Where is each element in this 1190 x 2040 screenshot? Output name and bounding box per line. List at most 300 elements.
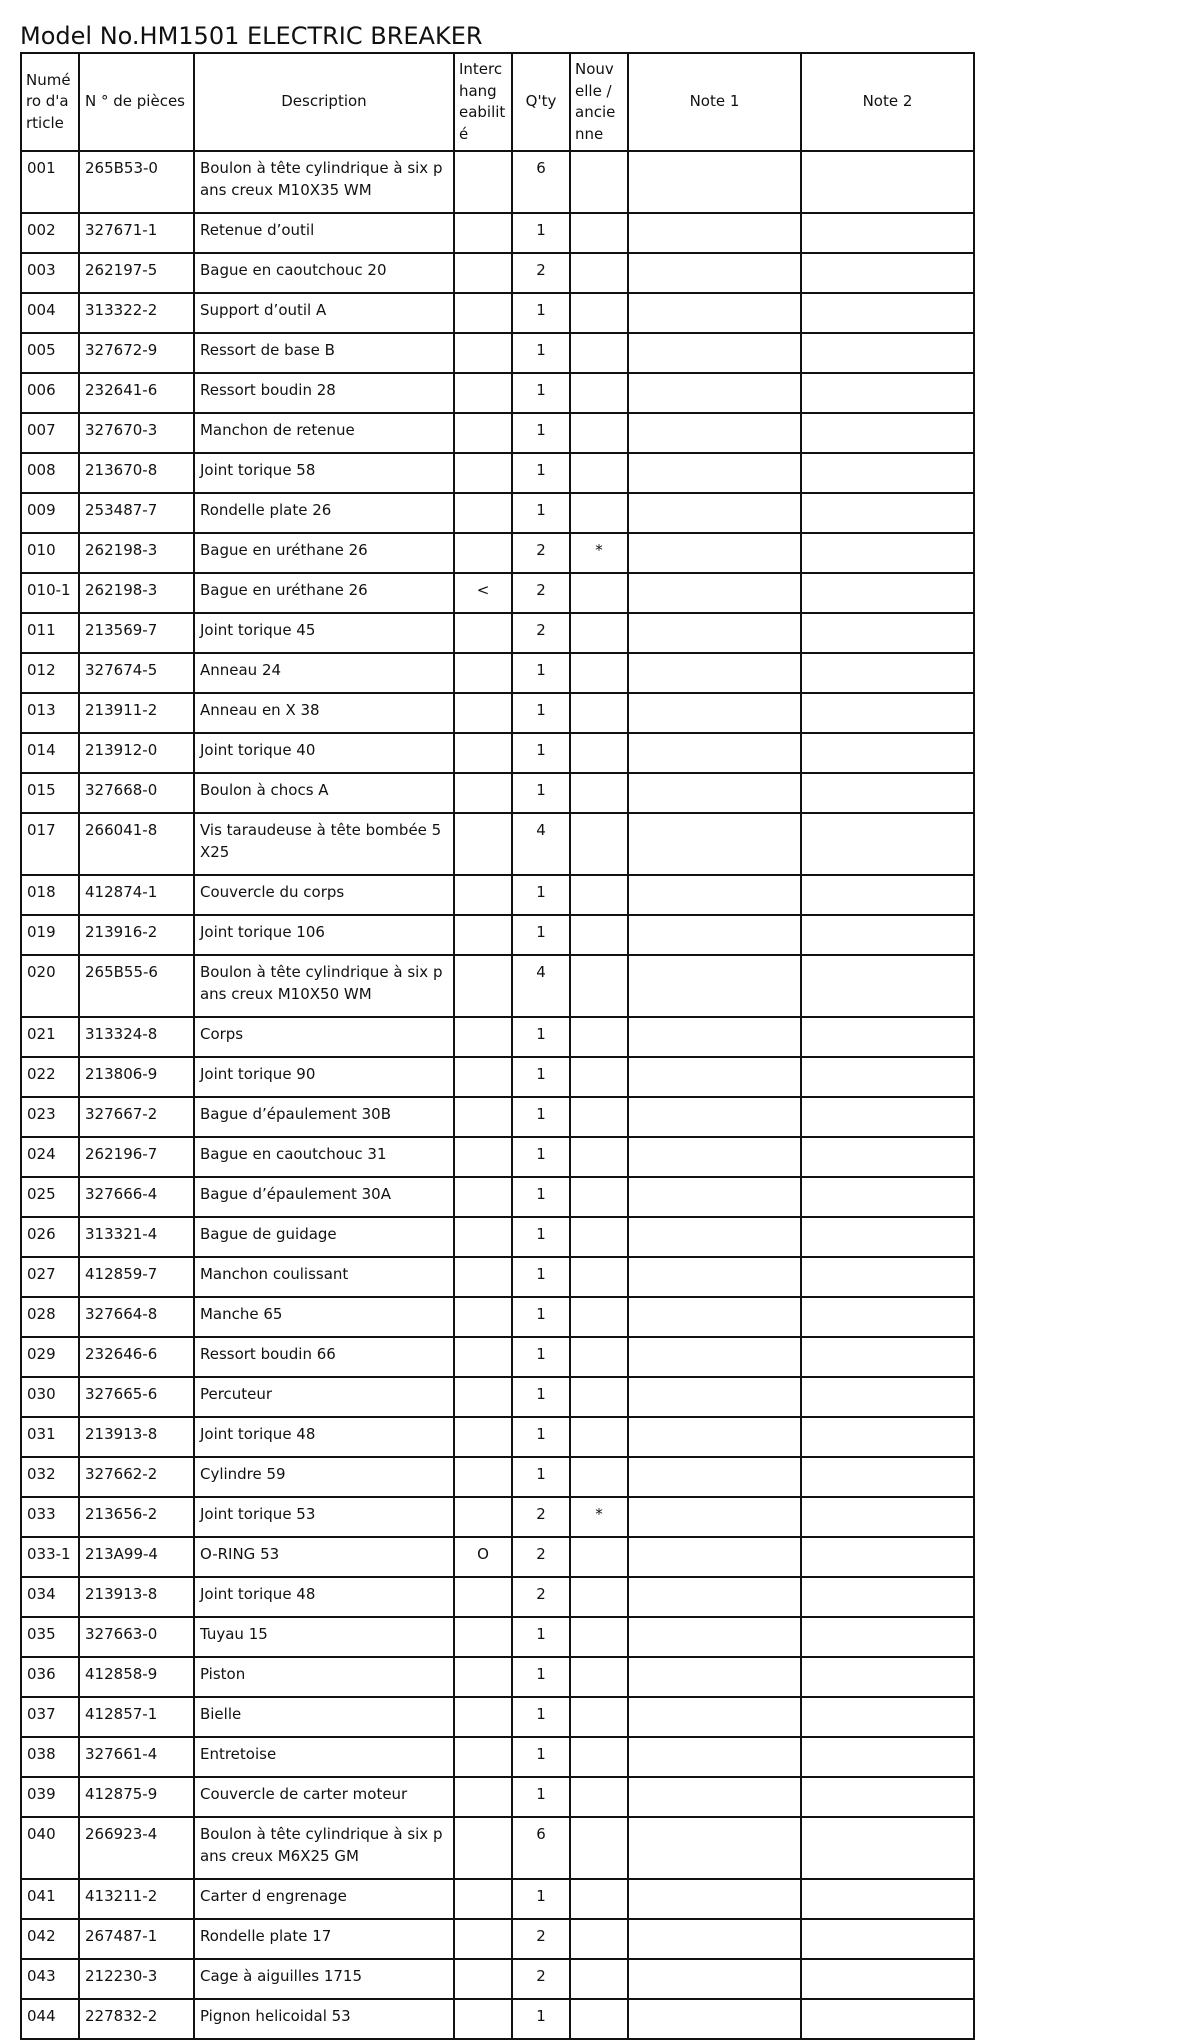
header-new-old: Nouv elle / ancie nne bbox=[570, 53, 628, 151]
cell-note-1 bbox=[628, 1919, 801, 1959]
cell-description: Manchon de retenue bbox=[194, 413, 454, 453]
cell-qty: 1 bbox=[512, 453, 570, 493]
cell-new-old bbox=[570, 733, 628, 773]
cell-description: Boulon à tête cylindrique à six pans creux M10X35 WM bbox=[194, 151, 454, 213]
cell-new-old bbox=[570, 773, 628, 813]
table-row bbox=[21, 1959, 974, 1999]
cell-description: Bague de guidage bbox=[194, 1217, 454, 1257]
cell-note-1 bbox=[628, 1537, 801, 1577]
cell-note-1 bbox=[628, 1577, 801, 1617]
cell-note-2 bbox=[801, 533, 974, 573]
cell-description: Anneau en X 38 bbox=[194, 693, 454, 733]
cell-part-no: 213913-8 bbox=[79, 1577, 194, 1617]
cell-description: Manche 65 bbox=[194, 1297, 454, 1337]
table-row bbox=[21, 1257, 974, 1297]
cell-qty: 1 bbox=[512, 1417, 570, 1457]
cell-description: Joint torique 53 bbox=[194, 1497, 454, 1537]
cell-new-old bbox=[570, 1817, 628, 1879]
cell-new-old bbox=[570, 1959, 628, 1999]
table-row bbox=[21, 1657, 974, 1697]
cell-part-no: 213912-0 bbox=[79, 733, 194, 773]
cell-note-2 bbox=[801, 1257, 974, 1297]
cell-note-1 bbox=[628, 1959, 801, 1999]
cell-part-no: 267487-1 bbox=[79, 1919, 194, 1959]
cell-description: Anneau 24 bbox=[194, 653, 454, 693]
cell-item-no: 029 bbox=[21, 1337, 79, 1377]
cell-part-no: 327665-6 bbox=[79, 1377, 194, 1417]
cell-note-2 bbox=[801, 773, 974, 813]
cell-qty: 1 bbox=[512, 1697, 570, 1737]
cell-qty: 1 bbox=[512, 373, 570, 413]
cell-note-1 bbox=[628, 253, 801, 293]
cell-new-old bbox=[570, 1297, 628, 1337]
cell-interchangeability bbox=[454, 1137, 512, 1177]
cell-note-1 bbox=[628, 1879, 801, 1919]
cell-note-2 bbox=[801, 1097, 974, 1137]
table-row bbox=[21, 1377, 974, 1417]
parts-table-body bbox=[21, 151, 974, 2039]
cell-interchangeability bbox=[454, 1337, 512, 1377]
cell-note-1 bbox=[628, 151, 801, 213]
cell-qty: 2 bbox=[512, 1919, 570, 1959]
parts-table bbox=[20, 52, 975, 2040]
cell-description: Ressort de base B bbox=[194, 333, 454, 373]
cell-new-old bbox=[570, 915, 628, 955]
cell-new-old bbox=[570, 1457, 628, 1497]
cell-part-no: 262196-7 bbox=[79, 1137, 194, 1177]
cell-new-old bbox=[570, 573, 628, 613]
cell-description: Rondelle plate 17 bbox=[194, 1919, 454, 1959]
cell-interchangeability bbox=[454, 1697, 512, 1737]
cell-note-2 bbox=[801, 733, 974, 773]
cell-item-no: 010-1 bbox=[21, 573, 79, 613]
cell-note-2 bbox=[801, 1999, 974, 2039]
cell-qty: 6 bbox=[512, 1817, 570, 1879]
table-row bbox=[21, 533, 974, 573]
cell-item-no: 041 bbox=[21, 1879, 79, 1919]
cell-interchangeability bbox=[454, 613, 512, 653]
table-row bbox=[21, 1057, 974, 1097]
cell-item-no: 017 bbox=[21, 813, 79, 875]
table-row bbox=[21, 1617, 974, 1657]
cell-new-old bbox=[570, 151, 628, 213]
table-row bbox=[21, 693, 974, 733]
cell-item-no: 013 bbox=[21, 693, 79, 733]
cell-note-2 bbox=[801, 1297, 974, 1337]
cell-description: Bague en uréthane 26 bbox=[194, 573, 454, 613]
cell-item-no: 021 bbox=[21, 1017, 79, 1057]
cell-qty: 1 bbox=[512, 1777, 570, 1817]
cell-part-no: 253487-7 bbox=[79, 493, 194, 533]
cell-description: Bague en caoutchouc 31 bbox=[194, 1137, 454, 1177]
cell-note-2 bbox=[801, 1497, 974, 1537]
cell-note-2 bbox=[801, 1919, 974, 1959]
cell-item-no: 014 bbox=[21, 733, 79, 773]
cell-qty: 1 bbox=[512, 1737, 570, 1777]
cell-note-2 bbox=[801, 813, 974, 875]
cell-note-2 bbox=[801, 151, 974, 213]
cell-new-old bbox=[570, 333, 628, 373]
cell-note-1 bbox=[628, 1657, 801, 1697]
cell-item-no: 001 bbox=[21, 151, 79, 213]
cell-new-old bbox=[570, 413, 628, 453]
table-row bbox=[21, 373, 974, 413]
cell-qty: 4 bbox=[512, 955, 570, 1017]
cell-new-old bbox=[570, 1217, 628, 1257]
cell-interchangeability bbox=[454, 213, 512, 253]
cell-note-2 bbox=[801, 693, 974, 733]
cell-note-2 bbox=[801, 213, 974, 253]
cell-note-1 bbox=[628, 1097, 801, 1137]
cell-note-2 bbox=[801, 453, 974, 493]
cell-interchangeability bbox=[454, 1257, 512, 1297]
cell-interchangeability bbox=[454, 1377, 512, 1417]
cell-item-no: 010 bbox=[21, 533, 79, 573]
cell-interchangeability bbox=[454, 955, 512, 1017]
cell-part-no: 232646-6 bbox=[79, 1337, 194, 1377]
cell-interchangeability bbox=[454, 1777, 512, 1817]
cell-qty: 1 bbox=[512, 1217, 570, 1257]
cell-note-1 bbox=[628, 1617, 801, 1657]
cell-note-1 bbox=[628, 1457, 801, 1497]
cell-note-1 bbox=[628, 1777, 801, 1817]
cell-note-1 bbox=[628, 1417, 801, 1457]
cell-part-no: 266041-8 bbox=[79, 813, 194, 875]
cell-part-no: 327668-0 bbox=[79, 773, 194, 813]
cell-item-no: 024 bbox=[21, 1137, 79, 1177]
cell-part-no: 227832-2 bbox=[79, 1999, 194, 2039]
cell-item-no: 003 bbox=[21, 253, 79, 293]
cell-qty: 1 bbox=[512, 1177, 570, 1217]
cell-note-1 bbox=[628, 1017, 801, 1057]
cell-note-1 bbox=[628, 1217, 801, 1257]
cell-interchangeability bbox=[454, 813, 512, 875]
cell-interchangeability bbox=[454, 1879, 512, 1919]
cell-new-old bbox=[570, 1537, 628, 1577]
cell-item-no: 030 bbox=[21, 1377, 79, 1417]
cell-note-2 bbox=[801, 573, 974, 613]
cell-description: Carter d engrenage bbox=[194, 1879, 454, 1919]
cell-part-no: 266923-4 bbox=[79, 1817, 194, 1879]
cell-description: Entretoise bbox=[194, 1737, 454, 1777]
cell-description: Rondelle plate 26 bbox=[194, 493, 454, 533]
table-row bbox=[21, 151, 974, 213]
cell-new-old bbox=[570, 453, 628, 493]
cell-note-2 bbox=[801, 293, 974, 333]
cell-note-2 bbox=[801, 1417, 974, 1457]
table-row bbox=[21, 1337, 974, 1377]
cell-part-no: 213916-2 bbox=[79, 915, 194, 955]
cell-qty: 1 bbox=[512, 1057, 570, 1097]
cell-description: Bielle bbox=[194, 1697, 454, 1737]
cell-new-old bbox=[570, 1097, 628, 1137]
cell-note-2 bbox=[801, 1777, 974, 1817]
cell-description: Support d’outil A bbox=[194, 293, 454, 333]
cell-note-2 bbox=[801, 253, 974, 293]
cell-part-no: 327674-5 bbox=[79, 653, 194, 693]
cell-interchangeability bbox=[454, 875, 512, 915]
cell-qty: 1 bbox=[512, 773, 570, 813]
cell-item-no: 019 bbox=[21, 915, 79, 955]
cell-interchangeability bbox=[454, 293, 512, 333]
table-row bbox=[21, 1817, 974, 1879]
cell-item-no: 002 bbox=[21, 213, 79, 253]
cell-qty: 1 bbox=[512, 1617, 570, 1657]
cell-note-2 bbox=[801, 1377, 974, 1417]
cell-note-1 bbox=[628, 1497, 801, 1537]
cell-part-no: 265B53-0 bbox=[79, 151, 194, 213]
cell-interchangeability bbox=[454, 1017, 512, 1057]
cell-note-1 bbox=[628, 813, 801, 875]
cell-note-1 bbox=[628, 1337, 801, 1377]
cell-part-no: 412874-1 bbox=[79, 875, 194, 915]
cell-part-no: 327664-8 bbox=[79, 1297, 194, 1337]
cell-part-no: 327661-4 bbox=[79, 1737, 194, 1777]
cell-interchangeability bbox=[454, 1297, 512, 1337]
cell-item-no: 011 bbox=[21, 613, 79, 653]
cell-interchangeability bbox=[454, 1497, 512, 1537]
cell-interchangeability bbox=[454, 1457, 512, 1497]
cell-qty: 1 bbox=[512, 413, 570, 453]
cell-qty: 1 bbox=[512, 653, 570, 693]
cell-description: O-RING 53 bbox=[194, 1537, 454, 1577]
cell-note-2 bbox=[801, 1959, 974, 1999]
cell-description: Joint torique 58 bbox=[194, 453, 454, 493]
cell-description: Joint torique 106 bbox=[194, 915, 454, 955]
cell-part-no: 412859-7 bbox=[79, 1257, 194, 1297]
cell-part-no: 213913-8 bbox=[79, 1417, 194, 1457]
cell-new-old bbox=[570, 1697, 628, 1737]
cell-description: Pignon helicoidal 53 bbox=[194, 1999, 454, 2039]
cell-interchangeability bbox=[454, 1959, 512, 1999]
table-row bbox=[21, 573, 974, 613]
cell-item-no: 035 bbox=[21, 1617, 79, 1657]
cell-qty: 1 bbox=[512, 733, 570, 773]
cell-note-2 bbox=[801, 1337, 974, 1377]
cell-qty: 1 bbox=[512, 493, 570, 533]
cell-new-old bbox=[570, 1737, 628, 1777]
cell-qty: 2 bbox=[512, 1537, 570, 1577]
cell-qty: 1 bbox=[512, 1097, 570, 1137]
cell-new-old bbox=[570, 1577, 628, 1617]
table-row bbox=[21, 1919, 974, 1959]
cell-description: Joint torique 48 bbox=[194, 1577, 454, 1617]
cell-description: Retenue d’outil bbox=[194, 213, 454, 253]
cell-item-no: 005 bbox=[21, 333, 79, 373]
cell-note-1 bbox=[628, 733, 801, 773]
header-note-2: Note 2 bbox=[801, 53, 974, 151]
cell-note-1 bbox=[628, 573, 801, 613]
cell-part-no: 213569-7 bbox=[79, 613, 194, 653]
cell-item-no: 028 bbox=[21, 1297, 79, 1337]
cell-interchangeability: < bbox=[454, 573, 512, 613]
cell-item-no: 018 bbox=[21, 875, 79, 915]
cell-description: Boulon à tête cylindrique à six pans creux M10X50 WM bbox=[194, 955, 454, 1017]
table-row bbox=[21, 733, 974, 773]
cell-part-no: 213656-2 bbox=[79, 1497, 194, 1537]
cell-part-no: 262197-5 bbox=[79, 253, 194, 293]
cell-interchangeability bbox=[454, 1057, 512, 1097]
cell-new-old bbox=[570, 955, 628, 1017]
cell-part-no: 412875-9 bbox=[79, 1777, 194, 1817]
cell-note-2 bbox=[801, 333, 974, 373]
cell-note-1 bbox=[628, 1377, 801, 1417]
cell-note-2 bbox=[801, 493, 974, 533]
table-row bbox=[21, 413, 974, 453]
cell-qty: 1 bbox=[512, 1337, 570, 1377]
cell-note-2 bbox=[801, 875, 974, 915]
cell-interchangeability bbox=[454, 373, 512, 413]
cell-interchangeability bbox=[454, 1417, 512, 1457]
cell-description: Bague en uréthane 26 bbox=[194, 533, 454, 573]
cell-qty: 1 bbox=[512, 693, 570, 733]
cell-description: Percuteur bbox=[194, 1377, 454, 1417]
cell-description: Vis taraudeuse à tête bombée 5X25 bbox=[194, 813, 454, 875]
cell-part-no: 412858-9 bbox=[79, 1657, 194, 1697]
cell-note-1 bbox=[628, 453, 801, 493]
table-row bbox=[21, 1879, 974, 1919]
cell-item-no: 038 bbox=[21, 1737, 79, 1777]
cell-note-1 bbox=[628, 875, 801, 915]
cell-new-old bbox=[570, 1057, 628, 1097]
cell-new-old bbox=[570, 613, 628, 653]
cell-interchangeability bbox=[454, 653, 512, 693]
cell-note-1 bbox=[628, 1177, 801, 1217]
cell-interchangeability bbox=[454, 1097, 512, 1137]
header-part-no: N ° de pièces bbox=[79, 53, 194, 151]
cell-part-no: 413211-2 bbox=[79, 1879, 194, 1919]
table-row bbox=[21, 1017, 974, 1057]
cell-item-no: 027 bbox=[21, 1257, 79, 1297]
cell-part-no: 232641-6 bbox=[79, 373, 194, 413]
table-row bbox=[21, 1577, 974, 1617]
header-item-no: Numé ro d'a rticle bbox=[21, 53, 79, 151]
cell-qty: 2 bbox=[512, 613, 570, 653]
cell-qty: 2 bbox=[512, 573, 570, 613]
cell-description: Ressort boudin 66 bbox=[194, 1337, 454, 1377]
cell-part-no: 213A99-4 bbox=[79, 1537, 194, 1577]
cell-note-1 bbox=[628, 955, 801, 1017]
cell-note-2 bbox=[801, 1177, 974, 1217]
table-row bbox=[21, 493, 974, 533]
cell-description: Corps bbox=[194, 1017, 454, 1057]
cell-interchangeability bbox=[454, 1737, 512, 1777]
table-row bbox=[21, 1537, 974, 1577]
cell-item-no: 015 bbox=[21, 773, 79, 813]
cell-note-1 bbox=[628, 1999, 801, 2039]
header-qty: Q'ty bbox=[512, 53, 570, 151]
table-row bbox=[21, 453, 974, 493]
cell-description: Joint torique 45 bbox=[194, 613, 454, 653]
cell-note-2 bbox=[801, 955, 974, 1017]
cell-note-1 bbox=[628, 1817, 801, 1879]
cell-item-no: 039 bbox=[21, 1777, 79, 1817]
cell-qty: 1 bbox=[512, 1297, 570, 1337]
cell-item-no: 044 bbox=[21, 1999, 79, 2039]
cell-note-1 bbox=[628, 373, 801, 413]
cell-note-1 bbox=[628, 1257, 801, 1297]
table-row bbox=[21, 213, 974, 253]
document-title: Model No.HM1501 ELECTRIC BREAKER bbox=[20, 22, 483, 50]
cell-part-no: 412857-1 bbox=[79, 1697, 194, 1737]
cell-part-no: 327666-4 bbox=[79, 1177, 194, 1217]
cell-description: Ressort boudin 28 bbox=[194, 373, 454, 413]
cell-item-no: 032 bbox=[21, 1457, 79, 1497]
cell-new-old bbox=[570, 1017, 628, 1057]
cell-note-2 bbox=[801, 1697, 974, 1737]
cell-part-no: 327662-2 bbox=[79, 1457, 194, 1497]
table-row bbox=[21, 773, 974, 813]
cell-qty: 2 bbox=[512, 1959, 570, 1999]
cell-new-old bbox=[570, 1657, 628, 1697]
cell-item-no: 043 bbox=[21, 1959, 79, 1999]
cell-description: Tuyau 15 bbox=[194, 1617, 454, 1657]
cell-item-no: 004 bbox=[21, 293, 79, 333]
cell-item-no: 009 bbox=[21, 493, 79, 533]
cell-item-no: 006 bbox=[21, 373, 79, 413]
cell-note-2 bbox=[801, 1879, 974, 1919]
table-row bbox=[21, 1777, 974, 1817]
cell-note-1 bbox=[628, 1697, 801, 1737]
cell-description: Bague en caoutchouc 20 bbox=[194, 253, 454, 293]
cell-note-2 bbox=[801, 1057, 974, 1097]
cell-interchangeability bbox=[454, 1919, 512, 1959]
cell-interchangeability bbox=[454, 493, 512, 533]
cell-item-no: 033-1 bbox=[21, 1537, 79, 1577]
cell-part-no: 313324-8 bbox=[79, 1017, 194, 1057]
cell-interchangeability bbox=[454, 1617, 512, 1657]
cell-part-no: 213670-8 bbox=[79, 453, 194, 493]
cell-part-no: 212230-3 bbox=[79, 1959, 194, 1999]
cell-interchangeability bbox=[454, 413, 512, 453]
table-row bbox=[21, 955, 974, 1017]
cell-note-1 bbox=[628, 693, 801, 733]
cell-interchangeability bbox=[454, 733, 512, 773]
cell-new-old bbox=[570, 293, 628, 333]
cell-qty: 2 bbox=[512, 533, 570, 573]
cell-note-1 bbox=[628, 413, 801, 453]
cell-new-old bbox=[570, 1177, 628, 1217]
cell-description: Couvercle de carter moteur bbox=[194, 1777, 454, 1817]
table-row bbox=[21, 293, 974, 333]
cell-new-old bbox=[570, 1377, 628, 1417]
cell-note-1 bbox=[628, 653, 801, 693]
table-row bbox=[21, 1457, 974, 1497]
cell-note-2 bbox=[801, 1577, 974, 1617]
cell-interchangeability bbox=[454, 1817, 512, 1879]
cell-qty: 4 bbox=[512, 813, 570, 875]
table-row bbox=[21, 1097, 974, 1137]
cell-qty: 1 bbox=[512, 1257, 570, 1297]
cell-note-2 bbox=[801, 1457, 974, 1497]
cell-item-no: 037 bbox=[21, 1697, 79, 1737]
cell-note-2 bbox=[801, 373, 974, 413]
cell-item-no: 042 bbox=[21, 1919, 79, 1959]
cell-qty: 1 bbox=[512, 1999, 570, 2039]
cell-qty: 2 bbox=[512, 1577, 570, 1617]
table-row bbox=[21, 915, 974, 955]
cell-description: Bague d’épaulement 30A bbox=[194, 1177, 454, 1217]
cell-qty: 1 bbox=[512, 1879, 570, 1919]
header-interchangeability: Interc hang eabilit é bbox=[454, 53, 512, 151]
cell-item-no: 034 bbox=[21, 1577, 79, 1617]
cell-description: Joint torique 48 bbox=[194, 1417, 454, 1457]
cell-note-2 bbox=[801, 1217, 974, 1257]
cell-note-2 bbox=[801, 1137, 974, 1177]
cell-new-old bbox=[570, 253, 628, 293]
cell-note-1 bbox=[628, 293, 801, 333]
cell-interchangeability bbox=[454, 1999, 512, 2039]
